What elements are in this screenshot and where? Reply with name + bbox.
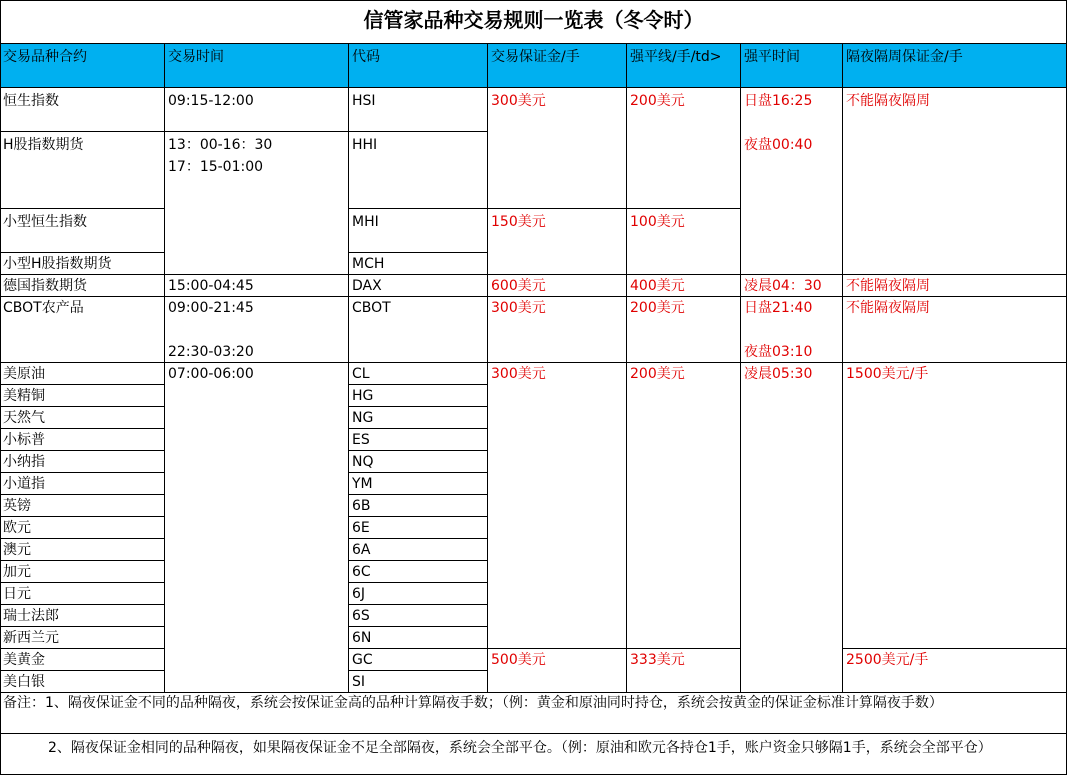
header-product: 交易品种合约 <box>0 44 165 88</box>
product-cell: 小标普 <box>0 429 165 451</box>
trading-time-cell <box>165 132 349 275</box>
trading-time-cell: 09:15-12:00 <box>165 88 349 132</box>
liquidation-line-cell: 100美元 <box>627 209 741 275</box>
margin-cell: 500美元 <box>488 649 627 693</box>
product-cell: H股指数期货 <box>0 132 165 209</box>
code-cell: 6B <box>349 495 488 517</box>
product-cell: 新西兰元 <box>0 627 165 649</box>
liquidation-time-cell <box>741 88 843 275</box>
margin-cell: 300美元 <box>488 297 627 363</box>
product-cell: 日元 <box>0 583 165 605</box>
product-cell: 小道指 <box>0 473 165 495</box>
code-cell: 6N <box>349 627 488 649</box>
code-cell: 6A <box>349 539 488 561</box>
liquidation-line-cell: 200美元 <box>627 363 741 649</box>
trading-time-cell <box>165 297 349 363</box>
code-cell: YM <box>349 473 488 495</box>
code-cell: NG <box>349 407 488 429</box>
margin-cell: 600美元 <box>488 275 627 297</box>
trading-time-line: 17：15-01:00 <box>168 159 264 175</box>
liquidation-line-cell: 200美元 <box>627 88 741 209</box>
product-cell: CBOT农产品 <box>0 297 165 363</box>
code-cell: 6E <box>349 517 488 539</box>
margin-cell: 150美元 <box>488 209 627 275</box>
header-liquidation-time: 强平时间 <box>741 44 843 88</box>
overnight-margin-cell: 2500美元/手 <box>843 649 1067 693</box>
product-cell: 小纳指 <box>0 451 165 473</box>
liquidation-line-cell: 333美元 <box>627 649 741 693</box>
code-cell: DAX <box>349 275 488 297</box>
code-cell: SI <box>349 671 488 693</box>
product-cell: 恒生指数 <box>0 88 165 132</box>
trading-time-line: 22:30-03:20 <box>168 344 254 360</box>
overnight-margin-cell: 不能隔夜隔周 <box>843 297 1067 363</box>
liquidation-line-cell: 400美元 <box>627 275 741 297</box>
trading-time-line: 13：00-16：30 <box>168 137 273 153</box>
code-cell: 6C <box>349 561 488 583</box>
header-liquidation-line: 强平线/手/td> <box>627 44 741 88</box>
liquidation-time-cell: 凌晨05:30 <box>741 363 843 693</box>
product-cell: 瑞士法郎 <box>0 605 165 627</box>
header-trading-time: 交易时间 <box>165 44 349 88</box>
note-line-1: 备注：1、隔夜保证金不同的品种隔夜，系统会按保证金高的品种计算隔夜手数；（例：黄金和原油同时持仓，系统会按黄金的保证金标准计算隔夜手数） <box>0 693 1067 734</box>
margin-cell: 300美元 <box>488 363 627 649</box>
liquidation-time-line: 夜盘00:40 <box>744 137 813 153</box>
code-cell: CL <box>349 363 488 385</box>
liquidation-time-cell <box>741 297 843 363</box>
trading-time-cell: 07:00-06:00 <box>165 363 349 693</box>
product-cell: 德国指数期货 <box>0 275 165 297</box>
header-overnight-margin: 隔夜隔周保证金/手 <box>843 44 1067 88</box>
product-cell: 澳元 <box>0 539 165 561</box>
product-cell: 加元 <box>0 561 165 583</box>
code-cell: NQ <box>349 451 488 473</box>
product-cell: 天然气 <box>0 407 165 429</box>
code-cell: HHI <box>349 132 488 209</box>
code-cell: HSI <box>349 88 488 132</box>
header-margin: 交易保证金/手 <box>488 44 627 88</box>
note-line-2: 2、隔夜保证金相同的品种隔夜，如果隔夜保证金不足全部隔夜，系统会全部平仓。（例：原油和欧元各持仓1手，账户资金只够隔1手，系统会全部平仓） <box>0 734 1067 775</box>
code-cell: 6J <box>349 583 488 605</box>
product-cell: 美黄金 <box>0 649 165 671</box>
liquidation-time-cell: 凌晨04：30 <box>741 275 843 297</box>
code-cell: GC <box>349 649 488 671</box>
trading-time-line: 09:00-21:45 <box>168 300 254 316</box>
product-cell: 美白银 <box>0 671 165 693</box>
liquidation-line-cell: 200美元 <box>627 297 741 363</box>
code-cell: HG <box>349 385 488 407</box>
overnight-margin-cell: 1500美元/手 <box>843 363 1067 649</box>
liquidation-time-line: 日盘21:40 <box>744 300 813 316</box>
table-title: 信管家品种交易规则一览表（冬令时） <box>0 0 1067 44</box>
trading-time-cell: 15:00-04:45 <box>165 275 349 297</box>
product-cell: 美精铜 <box>0 385 165 407</box>
header-code: 代码 <box>349 44 488 88</box>
margin-cell: 300美元 <box>488 88 627 209</box>
product-cell: 小型H股指数期货 <box>0 253 165 275</box>
overnight-margin-cell: 不能隔夜隔周 <box>843 88 1067 275</box>
code-cell: MCH <box>349 253 488 275</box>
product-cell: 欧元 <box>0 517 165 539</box>
code-cell: 6S <box>349 605 488 627</box>
product-cell: 小型恒生指数 <box>0 209 165 253</box>
code-cell: CBOT <box>349 297 488 363</box>
overnight-margin-cell: 不能隔夜隔周 <box>843 275 1067 297</box>
code-cell: MHI <box>349 209 488 253</box>
product-cell: 英镑 <box>0 495 165 517</box>
liquidation-time-line: 夜盘03:10 <box>744 344 813 360</box>
liquidation-time-line: 日盘16:25 <box>744 93 813 109</box>
product-cell: 美原油 <box>0 363 165 385</box>
code-cell: ES <box>349 429 488 451</box>
